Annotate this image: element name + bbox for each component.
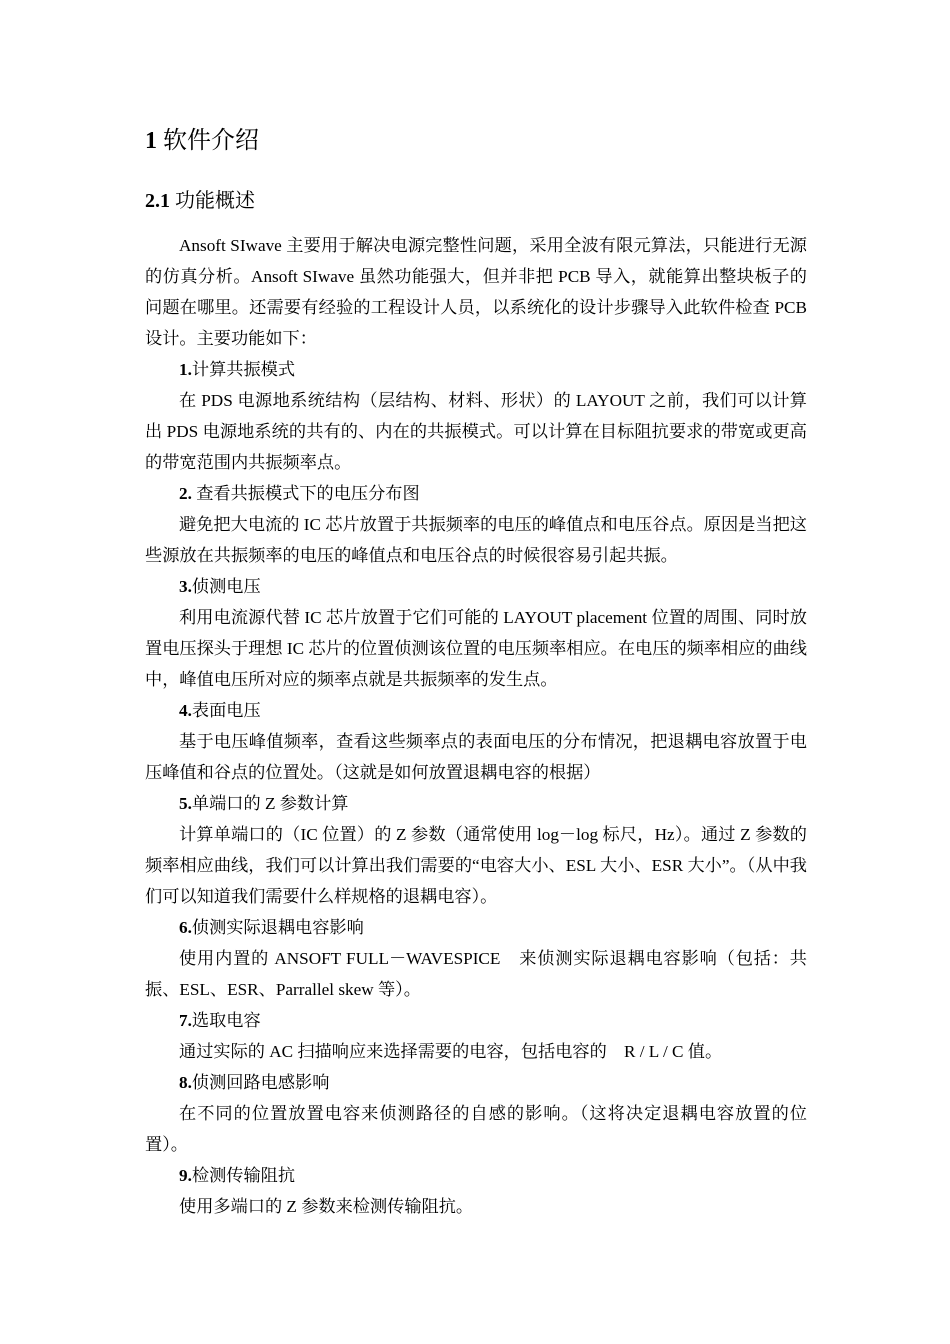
item-desc-5: 计算单端口的（IC 位置）的 Z 参数（通常使用 log－log 标尺，Hz）。通过 Z 参数的频率相应曲线，我们可以计算出我们需要的“电容大小、ESL 大小、ESR 大小”。（从中我们可以知道我们需要什么样规格的退耦电容）。	[145, 825, 807, 906]
section-number: 1	[145, 128, 157, 154]
section-heading	[145, 124, 259, 158]
item-desc-4: 基于电压峰值频率，查看这些频率点的表面电压的分布情况，把退耦电容放置于电压峰值和谷点的位置处。（这就是如何放置退耦电容的根据）	[145, 732, 807, 782]
item-title-7: 7.选取电容	[179, 1011, 261, 1030]
item-title-2: 2. 查看共振模式下的电压分布图	[179, 484, 420, 503]
intro-paragraph: Ansoft SIwave 主要用于解决电源完整性问题，采用全波有限元算法，只能进行无源的仿真分析。Ansoft SIwave 虽然功能强大，但并非把 PCB 导入，就能算出整块板子的问题在哪里。还需要有经验的工程设计人员，以系统化的设计步骤导入此软件检查 PCB 设计。主要功能如下：	[145, 236, 807, 348]
item-desc-9: 使用多端口的 Z 参数来检测传输阻抗。	[179, 1197, 474, 1216]
item-title-5: 5.单端口的 Z 参数计算	[179, 794, 349, 813]
subsection-title: 功能概述	[170, 190, 255, 212]
item-title-3: 3.侦测电压	[179, 577, 261, 596]
item-desc-7: 通过实际的 AC 扫描响应来选择需要的电容，包括电容的 R / L / C 值。	[179, 1042, 723, 1061]
item-desc-6: 使用内置的 ANSOFT FULL－WAVESPICE 来侦测实际退耦电容影响（包括：共振、ESL、ESR、Parrallel skew 等）。	[145, 949, 807, 999]
subsection-number: 2.1	[145, 190, 170, 212]
item-title-1: 1.计算共振模式	[179, 360, 296, 379]
item-title-6: 6.侦测实际退耦电容影响	[179, 918, 364, 937]
item-desc-3: 利用电流源代替 IC 芯片放置于它们可能的 LAYOUT placement 位置的周围、同时放置电压探头于理想 IC 芯片的位置侦测该位置的电压频率相应。在电压的频率相应的曲线中，峰值电压所对应的频率点就是共振频率的发生点。	[145, 608, 807, 689]
document-body	[145, 230, 807, 1222]
subsection-heading	[145, 186, 255, 216]
section-title: 软件介绍	[157, 128, 259, 154]
item-title-4: 4.表面电压	[179, 701, 261, 720]
item-desc-1: 在 PDS 电源地系统结构（层结构、材料、形状）的 LAYOUT 之前，我们可以计算出 PDS 电源地系统的共有的、内在的共振模式。可以计算在目标阻抗要求的带宽或更高的带宽范围内共振频率点。	[145, 391, 807, 472]
item-desc-8: 在不同的位置放置电容来侦测路径的自感的影响。（这将决定退耦电容放置的位置）。	[145, 1104, 807, 1154]
item-title-9: 9.检测传输阻抗	[179, 1166, 296, 1185]
item-desc-2: 避免把大电流的 IC 芯片放置于共振频率的电压的峰值点和电压谷点。原因是当把这些源放在共振频率的电压的峰值点和电压谷点的时候很容易引起共振。	[145, 515, 807, 565]
item-title-8: 8.侦测回路电感影响	[179, 1073, 330, 1092]
